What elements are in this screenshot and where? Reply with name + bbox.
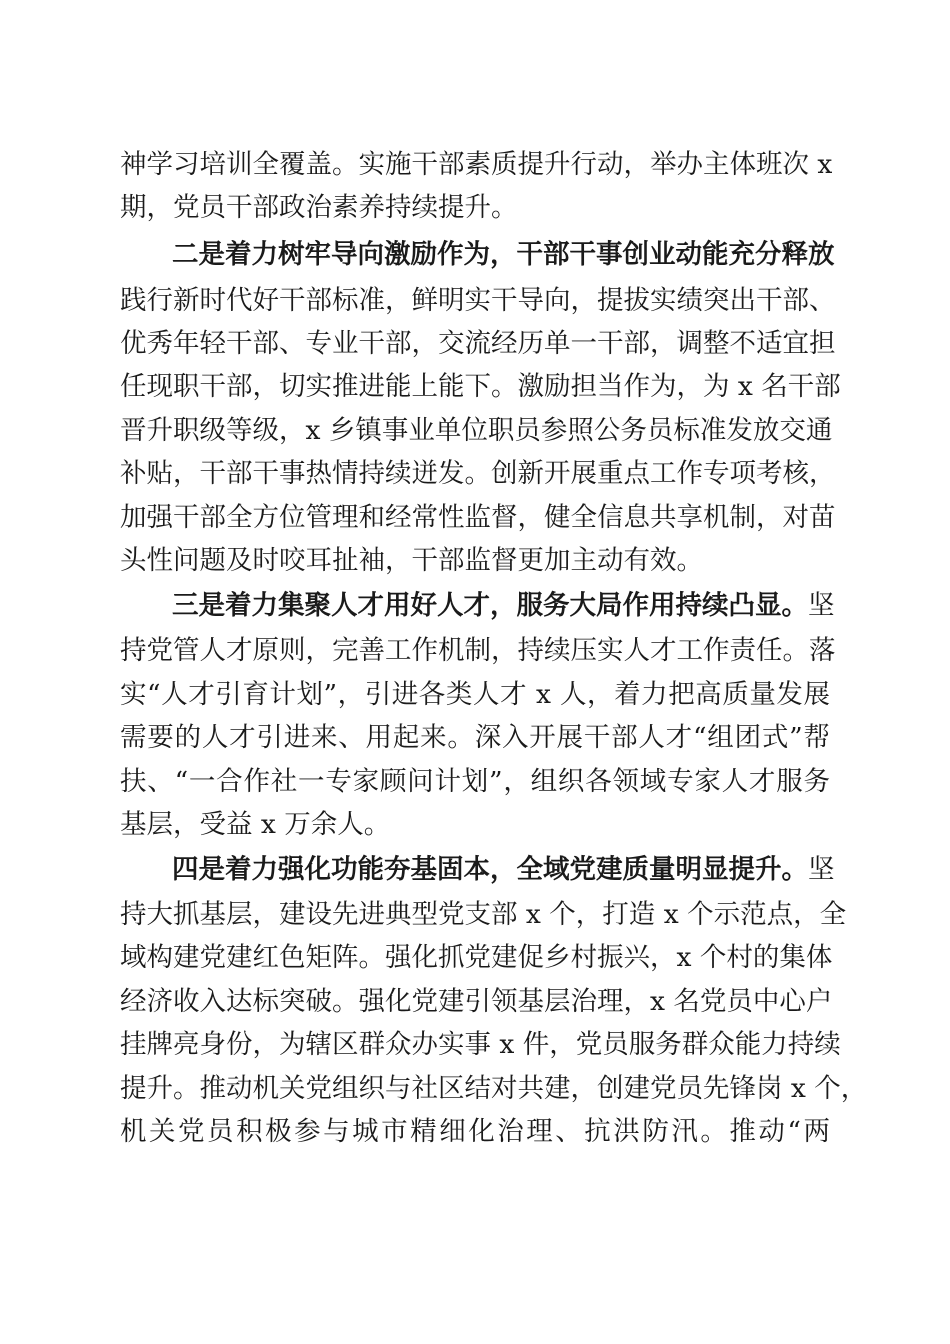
text-segment: 补贴，干部干事热情持续迸发。创新开展重点工作专项考核， — [120, 458, 836, 489]
text-line — [120, 541, 830, 581]
text-segment: 头性问题及时咬耳扯袖，干部监督更加主动有效。 — [120, 545, 703, 576]
text-segment: 加强干部全方位管理和经常性监督，健全信息共享机制，对苗 — [120, 502, 836, 533]
text-segment: 扶、“一合作社一专家顾问计划”，组织各领域专家人才服务 — [120, 766, 830, 797]
text-line — [120, 454, 836, 494]
text-line — [120, 762, 830, 802]
text-line — [120, 1112, 830, 1152]
section-heading-four — [172, 850, 835, 890]
text-segment: 挂牌亮身份，为辖区群众办实事 x 件，党员服务群众能力持续 — [120, 1029, 841, 1060]
text-line — [120, 805, 830, 845]
text-segment: 域构建党建红色矩阵。强化抓党建促乡村振兴，x 个村的集体 — [120, 942, 833, 973]
text-segment: 持党管人才原则，完善工作机制，持续压实人才工作责任。落 — [120, 635, 836, 666]
text-line — [120, 324, 836, 364]
text-line — [120, 498, 836, 538]
text-line — [120, 938, 833, 978]
text-line — [120, 982, 833, 1022]
text-segment: 晋升职级等级，x 乡镇事业单位职员参照公务员标准发放交通 — [120, 415, 833, 446]
text-line — [120, 1069, 868, 1109]
text-line — [120, 718, 830, 758]
section-heading-three — [172, 586, 835, 626]
text-segment: 践行新时代好干部标准，鲜明实干导向，提拔实绩突出干部、 — [120, 285, 836, 316]
text-line — [120, 895, 847, 935]
text-segment: 期，党员干部政治素养持续提升。 — [120, 192, 518, 223]
text-segment: 二是着力树牢导向激励作为，干部干事创业动能充分释放 — [172, 239, 835, 270]
text-segment: 坚 — [808, 590, 835, 621]
text-segment: 神学习培训全覆盖。实施干部素质提升行动，举办主体班次 x — [120, 149, 833, 180]
text-segment: 经济收入达标突破。强化党建引领基层治理，x 名党员中心户 — [120, 986, 833, 1017]
text-line — [120, 367, 841, 407]
text-segment: 坚 — [808, 854, 835, 885]
text-segment: 持大抓基层，建设先进典型党支部 x 个，打造 x 个示范点，全 — [120, 899, 847, 930]
text-segment: 提升。推动机关党组织与社区结对共建，创建党员先锋岗 x 个， — [120, 1073, 868, 1104]
text-segment: 基层，受益 x 万余人。 — [120, 809, 391, 840]
text-line — [120, 675, 830, 715]
text-segment: 任现职干部，切实推进能上能下。激励担当作为，为 x 名干部 — [120, 371, 841, 402]
section-heading-two — [172, 235, 835, 275]
text-segment: 需要的人才引进来、用起来。深入开展干部人才“组团式”帮 — [120, 722, 830, 753]
text-line — [120, 411, 833, 451]
text-segment: 机关党员积极参与城市精细化治理、抗洪防汛。推动“两 — [120, 1116, 830, 1147]
text-line — [120, 1025, 841, 1065]
text-line — [120, 145, 833, 185]
text-segment: 三是着力集聚人才用好人才，服务大局作用持续凸显。 — [172, 590, 808, 621]
text-segment: 实“人才引育计划”，引进各类人才 x 人，着力把高质量发展 — [120, 679, 830, 710]
text-line — [120, 188, 830, 228]
text-line — [120, 281, 836, 321]
text-line — [120, 631, 836, 671]
text-segment: 四是着力强化功能夯基固本，全域党建质量明显提升。 — [172, 854, 808, 885]
text-segment: 优秀年轻干部、专业干部，交流经历单一干部，调整不适宜担 — [120, 328, 836, 359]
